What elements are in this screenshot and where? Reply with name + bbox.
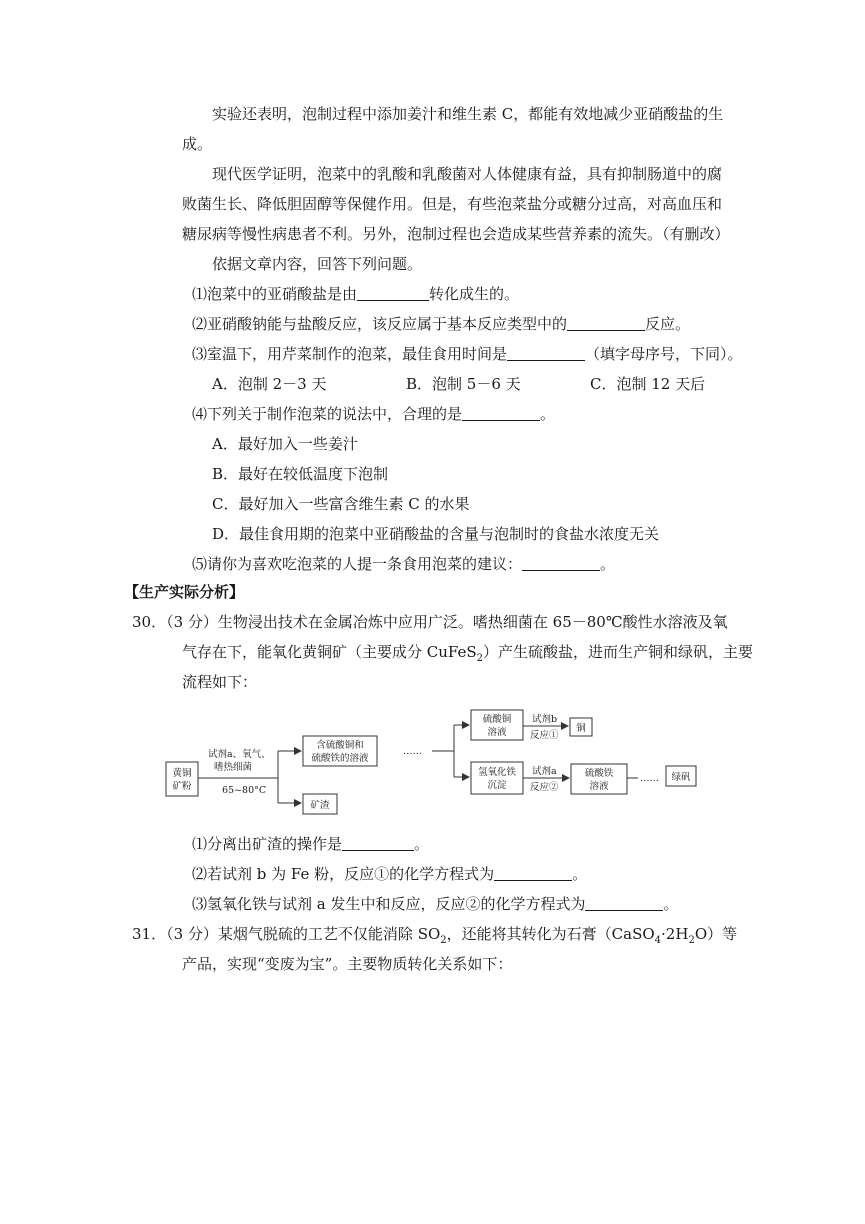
question-3: ⑶室温下，用芹菜制作的泡菜，最佳食用时间是 （填字母序号，下同）。 xyxy=(192,345,743,363)
solution-label: 硫酸铁的溶液 xyxy=(311,753,369,764)
ellipsis: …… xyxy=(640,773,659,784)
formula-so2: $SO_2$ xyxy=(417,925,447,946)
ore-label: 矿粉 xyxy=(172,781,192,792)
fe2so4-label: 硫酸铁 xyxy=(584,768,614,779)
condition-label: 嗜热细菌 xyxy=(214,762,253,773)
paragraph-line: 现代医学证明，泡菜中的乳酸和乳酸菌对人体健康有益，具有抑制肠道中的腐 xyxy=(212,165,723,183)
copper-label: 铜 xyxy=(576,723,586,734)
answer-blank[interactable] xyxy=(507,345,585,361)
question-30-line3: 流程如下： xyxy=(182,673,258,691)
answer-blank[interactable] xyxy=(462,405,540,421)
question-5: ⑸请你为喜欢吃泡菜的人提一条食用泡菜的建议： 。 xyxy=(192,555,616,573)
option-a: A．最好加入一些姜汁 xyxy=(212,435,358,453)
answer-blank[interactable] xyxy=(522,555,600,571)
reagent-a-label: 试剂a xyxy=(532,766,557,777)
question-30-line2: 气存在下，能氧化黄铜矿（主要成分 CuFeS$_2$）产生硫酸盐，进而生产铜和绿矾，主要 xyxy=(182,643,754,664)
process-flowchart xyxy=(160,702,700,822)
reagent-b-label: 试剂b xyxy=(532,714,558,725)
question-31-line2: 产品，实现“变废为宝”。主要物质转化关系如下： xyxy=(182,955,513,973)
answer-blank[interactable] xyxy=(585,895,663,911)
feoh-label: 氢氧化铁 xyxy=(477,767,517,778)
question-30-line1: 30．（3 分）生物浸出技术在金属冶炼中应用广泛。嗜热细菌在 65－80℃酸性水溶液及氧 xyxy=(132,613,728,631)
cuso4-label: 溶液 xyxy=(487,727,507,738)
option-b: B．泡制 5－6 天 xyxy=(406,375,521,393)
condition-label: 试剂a、氧气、 xyxy=(208,749,271,760)
solution-label: 含硫酸铜和 xyxy=(316,740,364,751)
option-c: C．最好加入一些富含维生素 C 的水果 xyxy=(212,495,470,513)
fe2so4-label: 溶液 xyxy=(589,781,609,792)
section-heading: 【生产实际分析】 xyxy=(124,583,245,601)
feoh-label: 沉淀 xyxy=(487,780,507,791)
paragraph-line: 成。 xyxy=(182,135,213,153)
formula-gypsum: $CaSO_4\cdot 2H_2O$ xyxy=(611,925,708,946)
cuso4-label: 硫酸铜 xyxy=(482,714,512,725)
question-31-line1: 31．（3 分）某烟气脱硫的工艺不仅能消除 $SO_2$，还能将其转化为石膏$(CaSO_4\cdot 2H_2O)$等 xyxy=(132,925,738,946)
question-30-sub3: ⑶氢氧化铁与试剂 a 发生中和反应，反应②的化学方程式为 。 xyxy=(192,895,679,913)
option-b: B．最好在较低温度下泡制 xyxy=(212,465,389,483)
option-d: D．最佳食用期的泡菜中亚硝酸盐的含量与泡制时的食盐水浓度无关 xyxy=(212,525,660,543)
ore-label: 黄铜 xyxy=(172,768,192,779)
paragraph-line: 败菌生长、降低胆固醇等保健作用。但是，有些泡菜盐分或糖分过高，对高血压和 xyxy=(182,195,723,213)
answer-blank[interactable] xyxy=(494,865,572,881)
option-a: A．泡制 2－3 天 xyxy=(212,375,327,393)
reaction-1-label: 反应① xyxy=(530,730,559,741)
reaction-2-label: 反应② xyxy=(530,782,559,793)
option-c: C．泡制 12 天后 xyxy=(590,375,706,393)
question-30-sub2: ⑵若试剂 b 为 Fe 粉，反应①的化学方程式为 。 xyxy=(192,865,588,883)
instruction-line: 依据文章内容，回答下列问题。 xyxy=(212,255,423,273)
answer-blank[interactable] xyxy=(357,285,429,301)
question-4: ⑷下列关于制作泡菜的说法中，合理的是 。 xyxy=(192,405,556,423)
question-2: ⑵亚硝酸钠能与盐酸反应，该反应属于基本反应类型中的 反应。 xyxy=(192,315,691,333)
answer-blank[interactable] xyxy=(342,835,414,851)
paragraph-line: 糖尿病等慢性病患者不利。另外，泡制过程也会造成某些营养素的流失。（有删改） xyxy=(182,225,730,243)
vitriol-label: 绿矾 xyxy=(671,772,691,783)
ellipsis: …… xyxy=(403,746,422,757)
question-1: ⑴泡菜中的亚硝酸盐是由 转化成生的。 xyxy=(192,285,520,303)
slag-label: 矿渣 xyxy=(310,800,330,811)
answer-blank[interactable] xyxy=(567,315,645,331)
paragraph-line: 实验还表明，泡制过程中添加姜汁和维生素 C，都能有效地减少亚硝酸盐的生 xyxy=(212,105,724,123)
temperature-label: 65~80°C xyxy=(222,785,267,796)
formula-cufes2: CuFeS$_2$ xyxy=(426,643,484,664)
question-30-sub1: ⑴分离出矿渣的操作是 。 xyxy=(192,835,430,853)
